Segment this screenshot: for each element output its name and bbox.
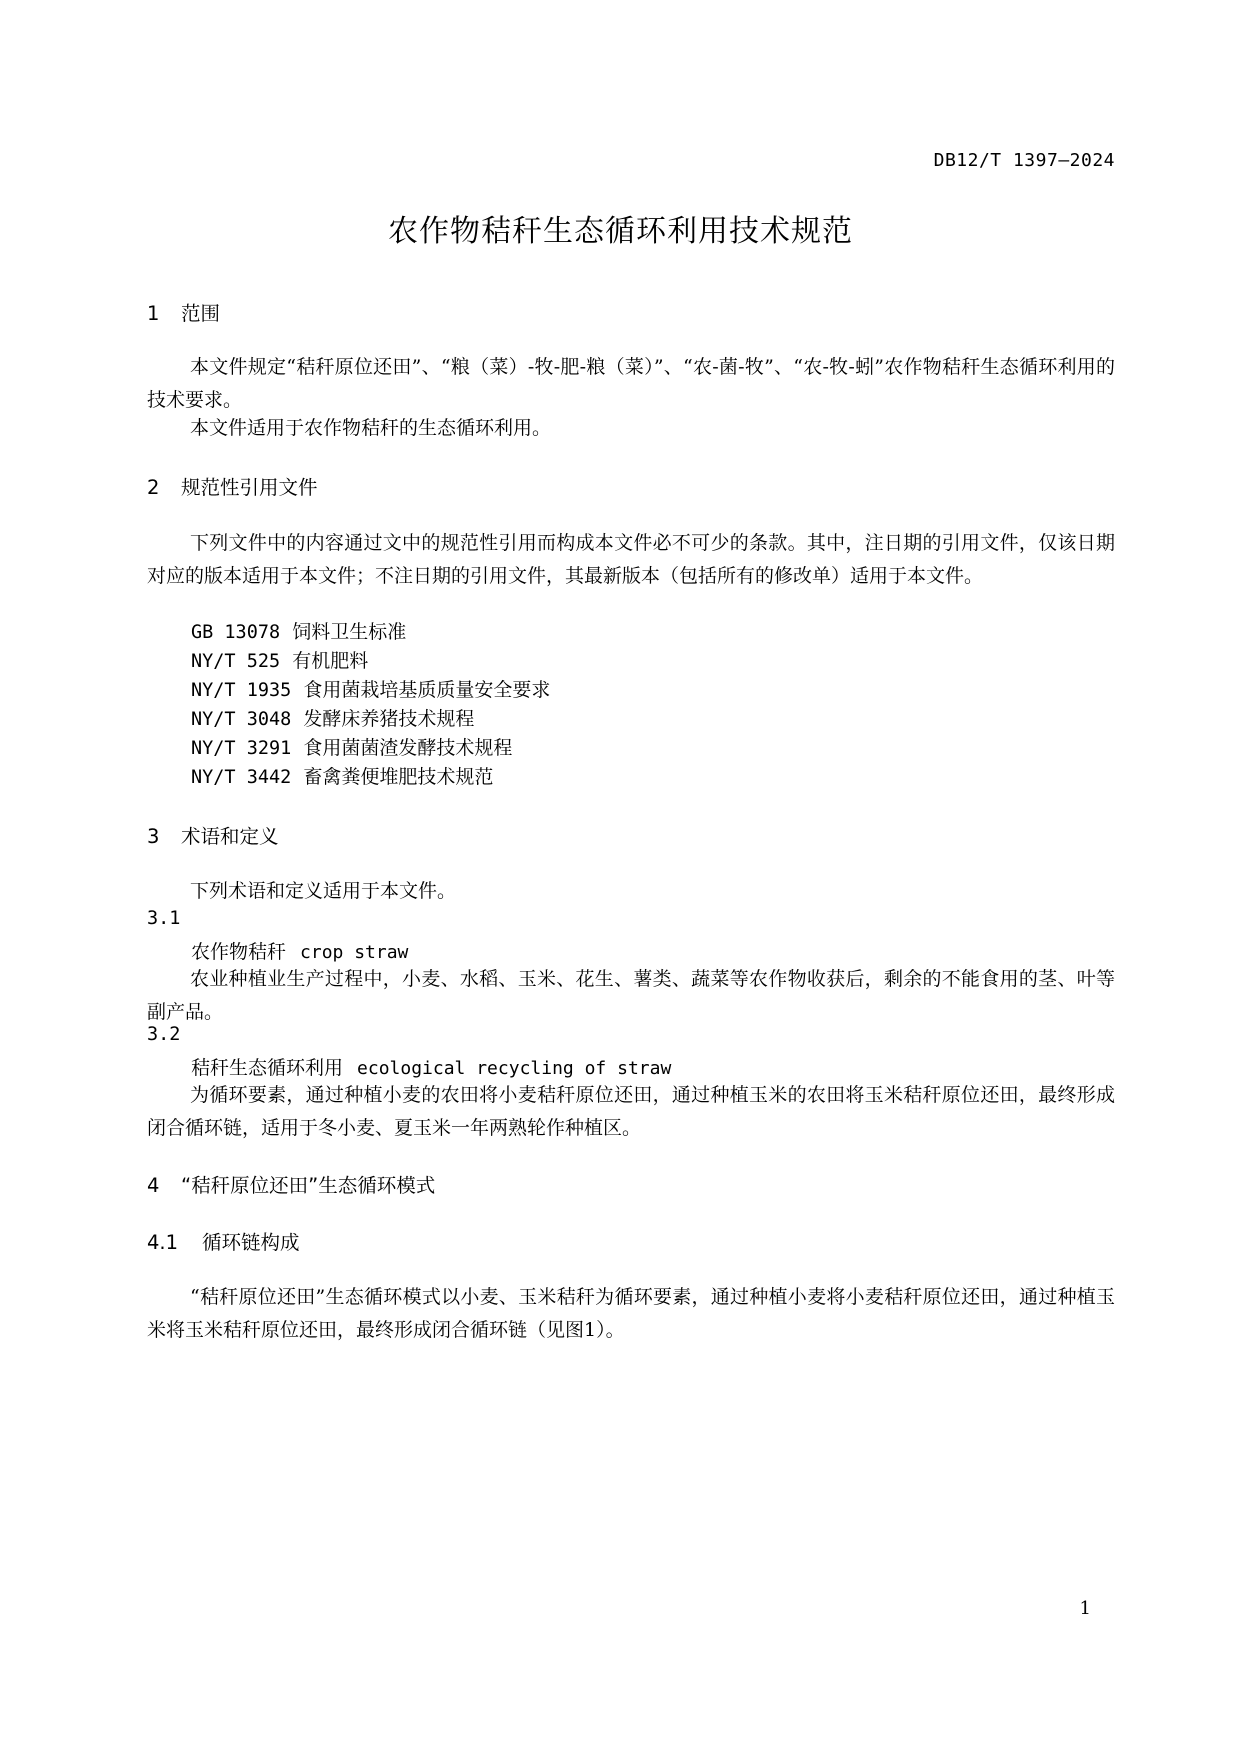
term-english: ecological recycling of straw (357, 1058, 672, 1079)
term-number: 3.1 (147, 908, 181, 929)
reference-item: NY/T 525 有机肥料 (191, 650, 369, 672)
subsection-4-1-heading (147, 1227, 300, 1255)
section-number: 4 (147, 1174, 160, 1197)
section-1-heading (147, 298, 220, 326)
reference-item: NY/T 1935 食用菌栽培基质质量安全要求 (191, 679, 551, 701)
term-definition: 农业种植业生产过程中，小麦、水稻、玉米、花生、薯类、蔬菜等农作物收获后，剩余的不能食用的茎、叶等副产品。 (147, 968, 1115, 1023)
section-title: 规范性引用文件 (181, 476, 318, 499)
term-definition: 为循环要素，通过种植小麦的农田将小麦秸秆原位还田，通过种植玉米的农田将玉米秸秆原位还田，最终形成闭合循环链，适用于冬小麦、夏玉米一年两熟轮作种植区。 (147, 1084, 1115, 1139)
reference-item: NY/T 3291 食用菌菌渣发酵技术规程 (191, 737, 513, 759)
term-chinese: 农作物秸秆 (191, 941, 287, 963)
reference-item: NY/T 3048 发酵床养猪技术规程 (191, 708, 475, 730)
section-number: 3 (147, 825, 160, 848)
term-heading (191, 937, 408, 964)
section-1-paragraph-2: 本文件适用于农作物秸秆的生态循环利用。 (190, 417, 552, 439)
term-english: crop straw (300, 942, 409, 963)
section-2-paragraph-1: 下列文件中的内容通过文中的规范性引用而构成本文件必不可少的条款。其中，注日期的引用文件，仅该日期对应的版本适用于本文件；不注日期的引用文件，其最新版本（包括所有的修改单）适用于本文件。 (147, 532, 1115, 587)
subsection-title: 循环链构成 (202, 1231, 300, 1254)
document-title: 农作物秸秆生态循环利用技术规范 (388, 214, 853, 249)
subsection-number: 4.1 (147, 1231, 179, 1254)
term-number: 3.2 (147, 1024, 181, 1045)
subsection-4-1-paragraph: “秸秆原位还田”生态循环模式以小麦、玉米秸秆为循环要素，通过种植小麦将小麦秸秆原位还田，通过种植玉米将玉米秸秆原位还田，最终形成闭合循环链（见图1）。 (147, 1286, 1115, 1341)
term-chinese: 秸秆生态循环利用 (191, 1057, 344, 1079)
section-number: 1 (147, 302, 160, 325)
section-3-intro: 下列术语和定义适用于本文件。 (190, 880, 457, 902)
standard-number: DB12/T 1397—2024 (933, 150, 1115, 171)
term-heading (191, 1053, 671, 1080)
section-3-heading (147, 821, 279, 849)
page-number: 1 (1079, 1598, 1091, 1619)
section-number: 2 (147, 476, 160, 499)
reference-item: NY/T 3442 畜禽粪便堆肥技术规范 (191, 766, 494, 788)
section-title: 范围 (181, 302, 221, 325)
section-4-heading (147, 1170, 435, 1198)
section-title: “秸秆原位还田”生态循环模式 (181, 1174, 436, 1197)
section-1-paragraph-1: 本文件规定“秸秆原位还田”、“粮（菜）-牧-肥-粮（菜）”、“农-菌-牧”、“农-牧-蚓”农作物秸秆生态循环利用的技术要求。 (147, 356, 1115, 411)
section-title: 术语和定义 (181, 825, 279, 848)
reference-item: GB 13078 饲料卫生标准 (191, 621, 407, 643)
section-2-heading (147, 472, 318, 500)
